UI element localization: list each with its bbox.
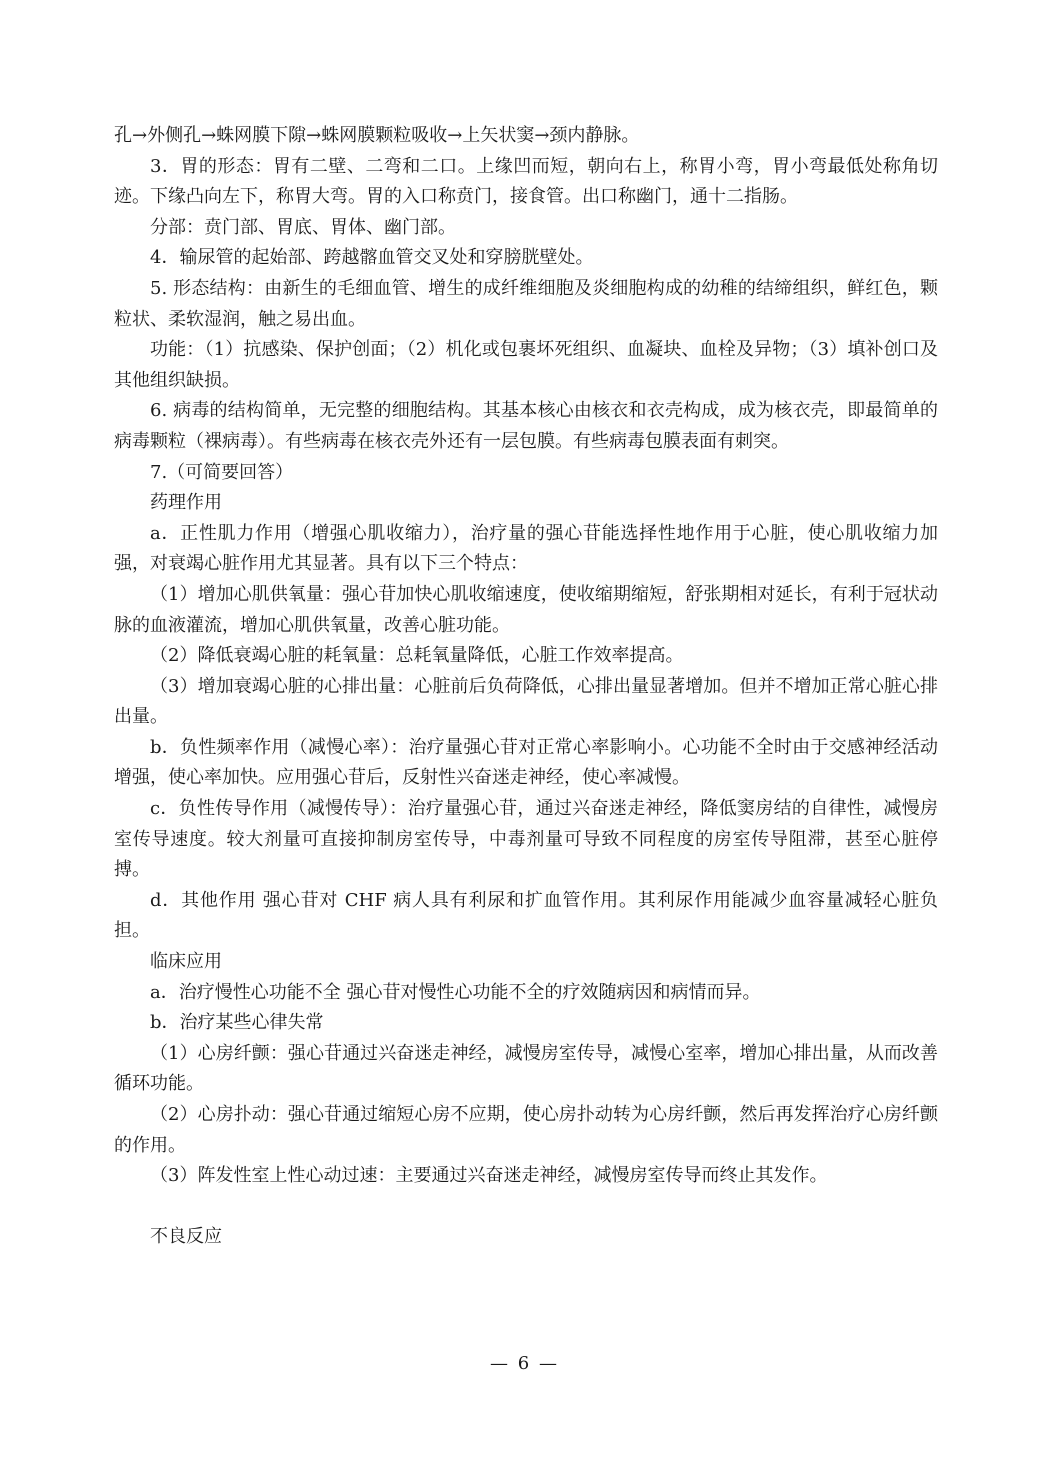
paragraph: d．其他作用 强心苷对 CHF 病人具有利尿和扩血管作用。其利尿作用能减少血容量减轻心脏负担。: [114, 889, 938, 942]
paragraph: （1）增加心肌供氧量：强心苷加快心肌收缩速度，使收缩期缩短，舒张期相对延长，有利于冠状动脉的血液灌流，增加心肌供氧量，改善心脏功能。: [114, 583, 938, 636]
paragraph: c．负性传导作用（减慢传导）：治疗量强心苷，通过兴奋迷走神经，降低窦房结的自律性，减慢房室传导速度。较大剂量可直接抑制房室传导，中毒剂量可导致不同程度的房室传导阻滞，甚至心脏停搏。: [114, 798, 938, 881]
paragraph: 功能：（1）抗感染、保护创面；（2）机化或包裹坏死组织、血凝块、血栓及异物；（3）填补创口及其他组织缺损。: [114, 339, 938, 391]
paragraph: （3）阵发性室上性心动过速：主要通过兴奋迷走神经，减慢房室传导而终止其发作。: [150, 1165, 828, 1187]
paragraph: （3）增加衰竭心脏的心排出量：心脏前后负荷降低，心排出量显著增加。但并不增加正常心脏心排出量。: [114, 675, 938, 728]
paragraph: 药理作用: [150, 492, 222, 514]
paragraph: 6. 病毒的结构简单，无完整的细胞结构。其基本核心由核衣和衣壳构成，成为核衣壳，即最简单的病毒颗粒（裸病毒）。有些病毒在核衣壳外还有一层包膜。有些病毒包膜表面有刺突。: [114, 400, 938, 452]
paragraph: 不良反应: [150, 1225, 222, 1247]
paragraph: a．正性肌力作用（增强心肌收缩力），治疗量的强心苷能选择性地作用于心脏，使心肌收缩力加强，对衰竭心脏作用尤其显著。具有以下三个特点：: [114, 522, 938, 575]
paragraph: （2）心房扑动：强心苷通过缩短心房不应期，使心房扑动转为心房纤颤，然后再发挥治疗心房纤颤的作用。: [114, 1104, 938, 1156]
paragraph: b．治疗某些心律失常: [150, 1012, 324, 1034]
paragraph: 分部：贲门部、胃底、胃体、幽门部。: [150, 216, 456, 238]
page-number: — 6 —: [490, 1353, 559, 1374]
document-body: [114, 121, 938, 1252]
paragraph: 4．输尿管的起始部、跨越髂血管交叉处和穿膀胱壁处。: [150, 247, 594, 269]
paragraph: a．治疗慢性心功能不全 强心苷对慢性心功能不全的疗效随病因和病情而异。: [150, 981, 761, 1003]
paragraph: （1）心房纤颤：强心苷通过兴奋迷走神经，减慢房室传导，减慢心室率，增加心排出量，从而改善循环功能。: [114, 1042, 938, 1095]
paragraph: 临床应用: [150, 951, 222, 973]
paragraph: b．负性频率作用（减慢心率）：治疗量强心苷对正常心率影响小。心功能不全时由于交感神经活动增强，使心率加快。应用强心苷后，反射性兴奋迷走神经，使心率减慢。: [114, 736, 938, 789]
paragraph: 3．胃的形态：胃有二壁、二弯和二口。上缘凹而短，朝向右上，称胃小弯，胃小弯最低处称角切迹。下缘凸向左下，称胃大弯。胃的入口称贲门，接食管。出口称幽门，通十二指肠。: [114, 155, 938, 208]
paragraph: 5. 形态结构：由新生的毛细血管、增生的成纤维细胞及炎细胞构成的幼稚的结缔组织，鲜红色，颗粒状、柔软湿润，触之易出血。: [114, 277, 938, 330]
paragraph: 7.（可简要回答）: [150, 461, 294, 483]
paragraph: 孔→外侧孔→蛛网膜下隙→蛛网膜颗粒吸收→上矢状窦→颈内静脉。: [114, 125, 640, 146]
paragraph-gap: [114, 1192, 938, 1222]
paragraph: （2）降低衰竭心脏的耗氧量：总耗氧量降低，心脏工作效率提高。: [150, 645, 684, 667]
